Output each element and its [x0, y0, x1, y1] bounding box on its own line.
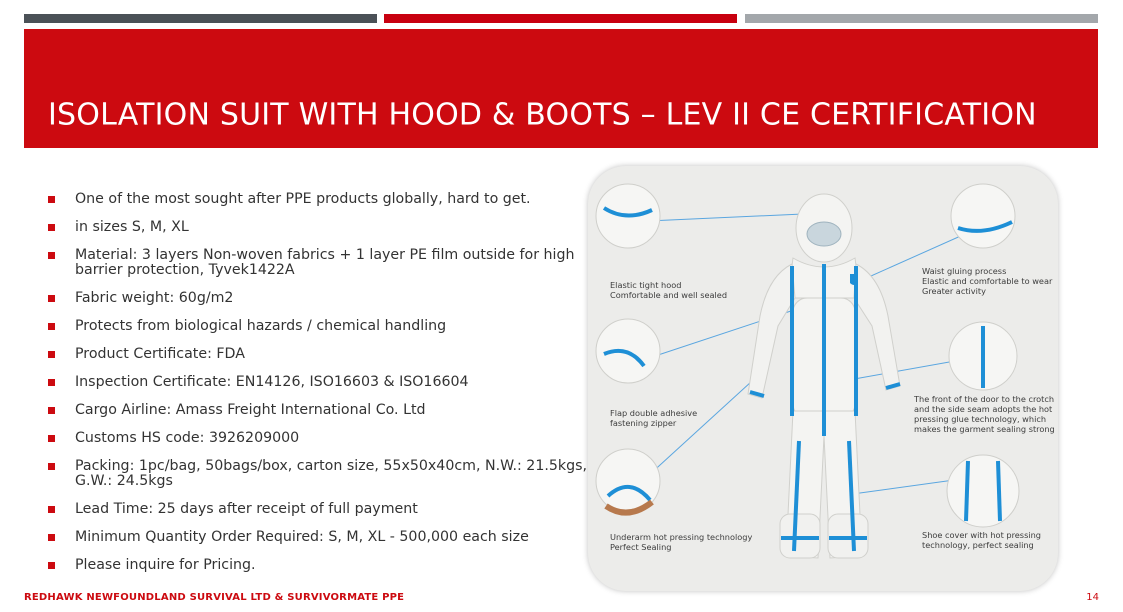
bullet-square-icon [48, 379, 55, 386]
protective-suit-illustration [588, 166, 1058, 591]
accent-bar-red [384, 14, 737, 23]
bullet-item: Product Certificate: FDA [48, 347, 596, 362]
accent-bar-dark [24, 14, 377, 23]
bullet-item: Packing: 1pc/bag, 50bags/box, carton size, 55x50x40cm, N.W.: 21.5kgs, G.W.: 24.5kgs [48, 459, 596, 489]
slide-title: ISOLATION SUIT WITH HOOD & BOOTS – LEV II CE CERTIFICATION [48, 97, 1037, 133]
caption-waist: Waist gluing process Elastic and comfortable to wear Greater activity [922, 266, 1053, 296]
bullet-item: Cargo Airline: Amass Freight International Co. Ltd [48, 403, 596, 418]
bullet-square-icon [48, 407, 55, 414]
bullet-square-icon [48, 196, 55, 203]
caption-hood: Elastic tight hood Comfortable and well sealed [610, 280, 728, 300]
bullet-square-icon [48, 252, 55, 259]
caption-underarm: Underarm hot pressing technology Perfect Sealing [610, 532, 753, 552]
bullet-item: One of the most sought after PPE products globally, hard to get. [48, 192, 596, 207]
footer-company: REDHAWK NEWFOUNDLAND SURVIVAL LTD & SURVIVORMATE PPE [24, 592, 405, 603]
bullet-square-icon [48, 224, 55, 231]
bullet-item: Minimum Quantity Order Required: S, M, XL - 500,000 each size [48, 530, 596, 545]
title-band [24, 29, 1098, 148]
bullet-square-icon [48, 295, 55, 302]
bullet-item: Material: 3 layers Non-woven fabrics + 1 layer PE film outside for high barrier protection, Tyvek1422A [48, 248, 596, 278]
bullet-item: Lead Time: 25 days after receipt of full payment [48, 502, 596, 517]
page-number: 14 [1086, 592, 1099, 603]
product-figure-panel [588, 166, 1058, 591]
bullet-list [48, 192, 596, 586]
bullet-item: Fabric weight: 60g/m2 [48, 291, 596, 306]
caption-flap: Flap double adhesive fastening zipper [610, 408, 698, 428]
bullet-square-icon [48, 323, 55, 330]
bullet-square-icon [48, 351, 55, 358]
suit-figure [748, 194, 900, 558]
bullet-item: Protects from biological hazards / chemical handling [48, 319, 596, 334]
accent-bar-grey [745, 14, 1098, 23]
bullet-item: Inspection Certificate: EN14126, ISO16603 & ISO16604 [48, 375, 596, 390]
bullet-square-icon [48, 534, 55, 541]
bullet-square-icon [48, 435, 55, 442]
bullet-item: Please inquire for Pricing. [48, 558, 596, 573]
bullet-square-icon [48, 562, 55, 569]
bullet-square-icon [48, 463, 55, 470]
caption-front-seam: The front of the door to the crotch and the side seam adopts the hot pressing glue technology, which makes the garment sealing strong [914, 394, 1055, 434]
bullet-item: in sizes S, M, XL [48, 220, 596, 235]
bullet-item: Customs HS code: 3926209000 [48, 431, 596, 446]
caption-shoe-cover: Shoe cover with hot pressing technology, perfect sealing [922, 530, 1041, 550]
bullet-square-icon [48, 506, 55, 513]
